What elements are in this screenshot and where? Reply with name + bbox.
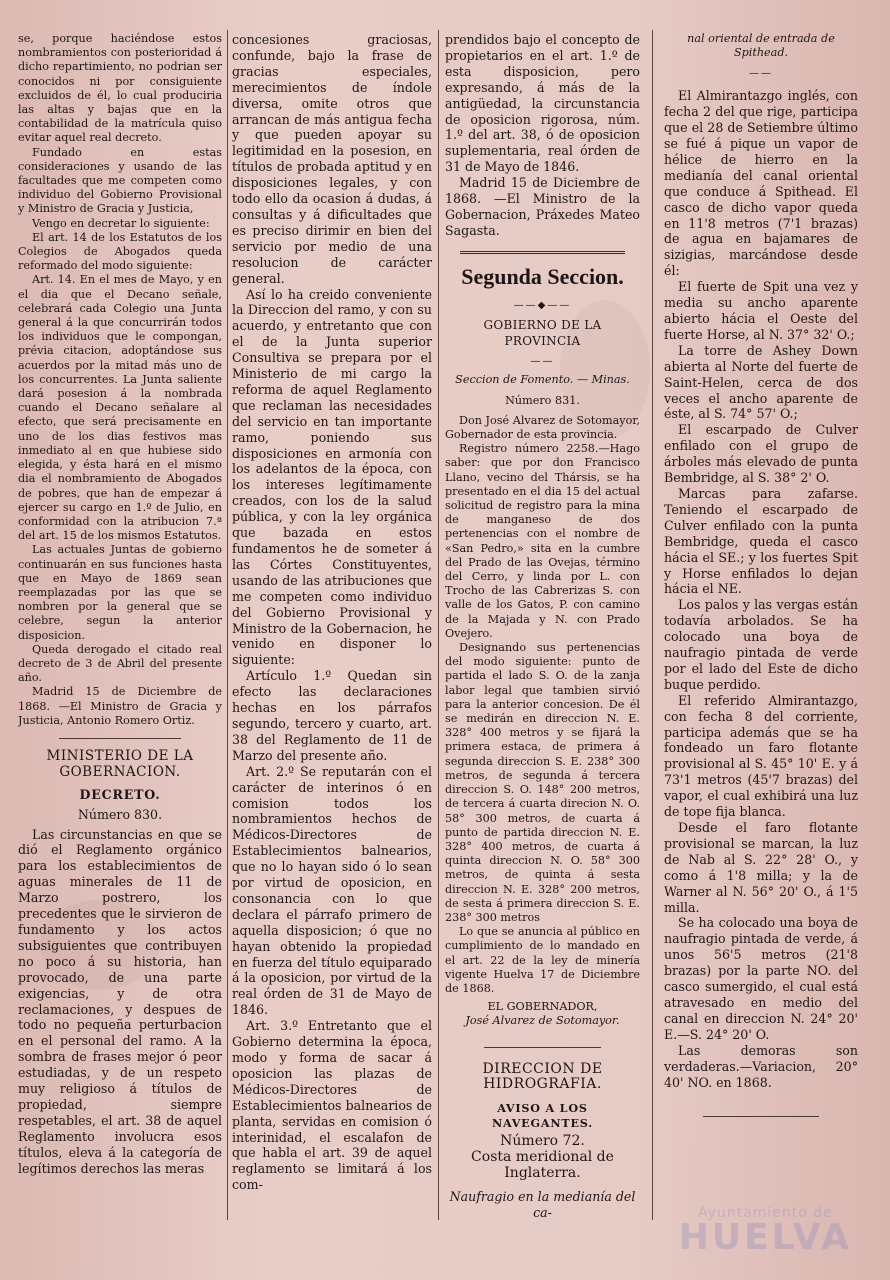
section-title: Segunda Seccion. bbox=[461, 263, 624, 289]
paragraph: concesiones graciosas, confunde, bajo la frase de gracias especiales, merecimientos de índole diversa, omite otros que arrancan de más antigua fecha y que pueden apoyar su legitimidad en la posesion, en títulos de probada aptitud y en disposiciones legales, y con todo ello da ocasion á dudas, á consultas y á dificultades que es preciso dirimir en bien del servicio por medio de una resolucion de carácter general. bbox=[232, 32, 432, 286]
paragraph: El escarpado de Culver enfilado con el grupo de árboles más elevado de punta Bembridge, al S. 38° 2' O. bbox=[664, 422, 858, 486]
paragraph: Las demoras son verdaderas.—Variacion, 20° 40' NO. en 1868. bbox=[664, 1042, 858, 1090]
paragraph: El art. 14 de los Estatutos de los Colegios de Abogados queda reformado del modo siguiente: bbox=[18, 230, 222, 273]
watermark-main: HUELVA bbox=[678, 1217, 852, 1258]
decree-number: Número 830. bbox=[77, 806, 163, 822]
paragraph: Designando sus pertenencias del modo siguiente: punto de partida el lado S. O. de la zanja labor legal que tambien sirvió para la anterior concesion. De él se medirán en direccion N. E. 328° 400 metros y se fijará la primera estaca, de primera á segunda direccion S. E. 238° 300 metros, de segunda á tercera direccion S. O. 148° 200 metros, de tercera á cuarta direcion N. O. 58° 300 metros, de cuarta á punto de partida direccion N. E. 328° 400 metros, de cuarta á quinta direccion N. O. 58° 300 metros, de quinta á sesta direccion N. E. 328° 200 metros, de sesta á primera direccion S. E. 238° 300 metros bbox=[445, 641, 640, 924]
wreck-title-continued: nal oriental de entrada de Spithead. bbox=[687, 32, 835, 60]
paragraph: Se ha colocado una boya de naufragio pintada de verde, á unos 56'5 metros (21'8 brazas) por la parte NO. del casco sumergido, el cual está atravesado en medio del canal en direccion N. 24° 20' E.—S. 24° 20' O. bbox=[664, 915, 858, 1042]
ministry-heading: MINISTERIO DE LA GOBERNACION. bbox=[46, 747, 194, 780]
notice-number: Número 72. bbox=[500, 1132, 585, 1149]
article-paragraph: Art. 2.º Se reputarán con el carácter de interinos ó en comision todos los nombramientos hechos de Médicos-Directores de Establecimientos balnearios, que no lo hayan sido ó lo sean por virtud de oposicion, en consonancia con lo que declara el párrafo primero de aquella disposicion; ó que no hayan obtenido la propiedad en fuerza del título equiparado á la oposicion, por virtud de la real órden de 31 de Mayo de 1846. bbox=[232, 763, 432, 1018]
paragraph: Lo que se anuncia al público en cumplimiento de lo mandado en el art. 22 de la ley de minería vigente Huelva 17 de Diciembre de 1868. bbox=[445, 925, 640, 995]
notice-heading: AVISO A LOS NAVEGANTES. bbox=[492, 1101, 593, 1130]
paragraph: se, porque haciéndose estos nombramientos con posterioridad á dicho repartimiento, no podrian ser conocidos ni por consiguiente excluidos de él, lo cual produciria las altas y bajas que en la contabilidad de la matrícula quiso evitar aquel real decreto. bbox=[18, 32, 222, 145]
section-divider bbox=[703, 1116, 819, 1117]
notice-number: Número 831. bbox=[505, 393, 580, 407]
wreck-title: Naufragio en la medianía del ca- bbox=[449, 1189, 636, 1221]
section-divider bbox=[460, 251, 626, 254]
column-4 bbox=[664, 32, 858, 1252]
paragraph: La torre de Ashey Down abierta al Norte del fuerte de Saint-Helen, cerca de dos veces el ancho aparente de éste, al S. 74° 57' O.; bbox=[664, 342, 858, 422]
paragraph: Vengo en decretar lo siguiente: bbox=[32, 216, 210, 230]
paragraph: El referido Almirantazgo, con fecha 8 del corriente, participa además que se ha fondeado un faro flotante provisional al S. 45° 10' E. y á 73'1 metros (45'7 brazas) del vapor, el cual exhibirá una luz de tope fija blanca. bbox=[664, 692, 858, 820]
column-3 bbox=[445, 32, 640, 1252]
column-1 bbox=[18, 32, 222, 1252]
paragraph: prendidos bajo el concepto de propietarios en el art. 1.º de esta disposicion, pero expresando, á más de la antigüedad, la circunstancia de oposicion rigorosa, núm. 1.º del art. 38, ó de oposicion suplementaria, real órden de 31 de Mayo de 1846. bbox=[445, 32, 640, 175]
paragraph: Fundado en estas consideraciones y usando de las facultades que me competen como individuo del Gobierno Provisional y Ministro de Gracia y Justicia, bbox=[18, 145, 222, 216]
governor-title: EL GOBERNADOR, bbox=[487, 1000, 598, 1014]
paragraph: El Almirantazgo inglés, con fecha 2 del que rige, participa que el 28 de Setiembre último se fué á pique un vapor de hélice de hierro en la medianía del canal oriental que conduce á Spithead. El casco de dicho vapor queda en 11'8 metros (7'1 brazas) de agua en bajamares de sizigias, marcándose desde él: bbox=[664, 88, 858, 279]
column-2 bbox=[232, 32, 432, 1252]
paragraph: Los palos y las vergas están todavía arbolados. Se ha colocado una boya de naufragio pintada de verde por el lado del Este de dicho buque perdido. bbox=[664, 597, 858, 692]
paragraph: Las circunstancias en que se dió el Reglamento orgánico para los establecimientos de aguas minerales de 11 de Marzo postrero, los precedentes que le sirvieron de fundamento y los actos subsiguientes que contribuyen no poco á su historia, han provocado, de una parte exigencias, y de otra reclamaciones, y despues de todo no pequeña perturbacion en el personal del ramo. A la sombra de frases mejor ó peor estudiadas, y de un respeto muy religioso á títulos de propiedad, siempre respetables, el art. 38 de aquel Reglamento involucra esos títulos, eleva á la categoría de legítimos derechos las meras bbox=[18, 826, 222, 1176]
column-rule bbox=[227, 30, 228, 1220]
article-paragraph: Art. 3.º Entretanto que el Gobierno determina la época, modo y forma de sacar á oposicion las plazas de Médicos-Directores de Establecimientos balnearios de planta, servidas en comision ó interinidad, el escalafon de que habla el art. 39 de aquel reglamento se limitará á los com- bbox=[232, 1018, 432, 1193]
governor-name: José Alvarez de Sotomayor. bbox=[465, 1014, 620, 1028]
ornament-rule: ——◆—— bbox=[513, 299, 572, 311]
column-rule bbox=[652, 30, 653, 1220]
paragraph: Art. 14. En el mes de Mayo, y en el dia que el Decano señale, celebrará cada Colegio una Junta general á la que concurrirán todos los individuos que le compongan, prévia citacion, adoptándose sus acuerdos por la mitad más uno de los concurrentes. La Junta saliente dará posesion á la nombrada cuando el Decano señalare al efecto, que será precisamente en uno de los dias festivos mas inmediato al en que hubiese sido elegida, y ésta hará en el mismo dia el nombramiento de Abogados de pobres, que han de empezar á ejercer su cargo en 1.º de Julio, en conformidad con la atribucion 7.ª del art. 15 de los mismos Estatutos. bbox=[18, 273, 222, 543]
hydrography-heading: DIRECCION DE HIDROGRAFIA. bbox=[482, 1060, 603, 1093]
paragraph: Don José Alvarez de Sotomayor, Gobernador de esta provincia. bbox=[445, 413, 640, 442]
archive-watermark bbox=[679, 1206, 852, 1256]
column-rule bbox=[438, 30, 439, 1220]
section-divider bbox=[59, 738, 181, 739]
subsection-title: Seccion de Fomento. — Minas. bbox=[455, 373, 630, 387]
coast-title: Costa meridional de Inglaterra. bbox=[471, 1148, 614, 1181]
article-paragraph: Artículo 1.º Quedan sin efecto las declaraciones hechas en los párrafos segundo, tercero y cuarto, art. 38 del Reglamento de 11 de Marzo del presente año. bbox=[232, 668, 432, 763]
decree-label: DECRETO. bbox=[79, 786, 161, 802]
government-heading: GOBIERNO DE LA PROVINCIA bbox=[483, 317, 602, 348]
paragraph: Queda derogado el citado real decreto de 3 de Abril del presente año. bbox=[18, 642, 222, 685]
paragraph: Desde el faro flotante provisional se marcan, la luz de Nab al S. 22° 28' O., y como á 1'8 milla; y la de Warner al N. 56° 20' O., á 1'5 milla. bbox=[664, 820, 858, 915]
signature-line: Madrid 15 de Diciembre de 1868. —El Ministro de la Gobernacion, Práxedes Mateo Sagasta. bbox=[445, 175, 640, 238]
ornament-rule: —— bbox=[530, 355, 555, 367]
ornament-rule: —— bbox=[749, 68, 773, 80]
paragraph: Registro número 2258.—Hago saber: que por don Francisco Llano, vecino del Thársis, se ha presentado en el dia 15 del actual solicitud de registro para la mina de manganeso de dos pertenencias con el nombre de «San Pedro,» sita en la cumbre del Prado de las Ovejas, término del Cerro, y linda por L. con Trocho de las Cabrerizas S. con valle de los Gatos, P. con camino de la Majada y N. con Prado Ovejero. bbox=[445, 442, 640, 640]
watermark-top: Ayuntamiento de bbox=[698, 1205, 833, 1221]
paragraph: Marcas para zafarse. Teniendo el escarpado de Culver enfilado con la punta Bembridge, queda el casco hácia el SE.; y los fuertes Spit y Horse enfilados lo dejan hácia el NE. bbox=[664, 485, 858, 597]
paragraph: El fuerte de Spit una vez y media su ancho aparente abierto hácia el Oeste del fuerte Horse, al N. 37° 32' O.; bbox=[664, 279, 858, 342]
paragraph: Así lo ha creido conveniente la Direccion del ramo, y con su acuerdo, y entretanto que con el de la Junta superior Consultiva se prepara por el Ministerio de mi cargo la reforma de aquel Reglamento que reclaman las necesidades del servicio en tan importante ramo, poniendo sus disposiciones en armonía con los adelantos de la época, con los intereses legítimamente creados, con los de la salud pública, y con la ley orgánica que bazada en estos fundamentos he de someter á las Córtes Constituyentes, usando de las atribuciones que me competen como individuo del Gobierno Provisional y Ministro de la Gobernacion, he venido en disponer lo siguiente: bbox=[232, 286, 432, 668]
signature-line: Madrid 15 de Diciembre de 1868. —El Ministro de Gracia y Justicia, Antonio Romero Ortiz. bbox=[18, 685, 222, 727]
section-divider bbox=[484, 1047, 601, 1048]
paragraph: Las actuales Juntas de gobierno continuarán en sus funciones hasta que en Mayo de 1869 sean reemplazadas por las que se nombren por la general que se celebre, segun la anterior disposicion. bbox=[18, 543, 222, 642]
